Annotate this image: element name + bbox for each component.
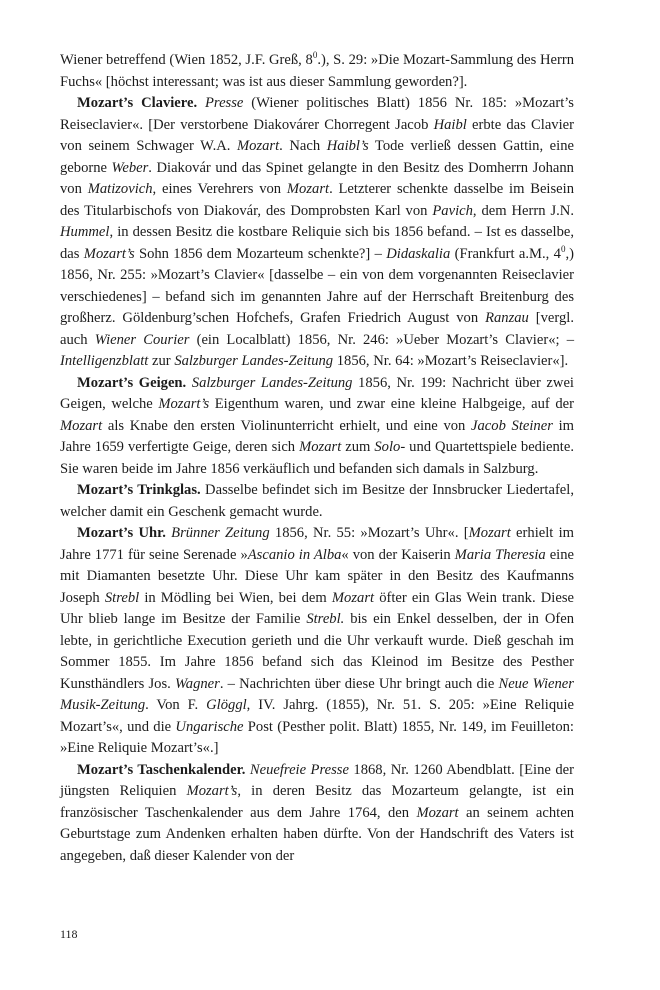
italic-text: Hummel (60, 224, 110, 240)
text-run: in Mödling bei Wien, bei dem (139, 589, 332, 606)
italic-text: Mozart (237, 138, 280, 154)
italic-text: Mozart (331, 589, 375, 606)
text-run: 1868, Nr. 1260 Abendblatt. [Eine der jüngsten Reliquien (60, 761, 574, 799)
italic-text: Haibl’s (326, 138, 369, 154)
text-run: , IV. Jahrg. (1855), Nr. 51. S. 205: »Eine Reliquie Mozart’s«, und die (60, 697, 574, 735)
paragraph-geigen (60, 373, 574, 481)
italic-text: Wagner (174, 675, 220, 692)
text-run (197, 95, 205, 111)
text-run: . Nach (279, 138, 327, 154)
text-run: erhielt im Jahre 1771 für seine Serenade » (60, 525, 574, 563)
text-run: , in dessen Besitz die kostbare Reliquie sich bis 1856 befand. – Ist es dasselbe, das (60, 224, 574, 262)
text-run: Wiener betreffend (Wien 1852, J.F. Greß, 8 (60, 52, 313, 68)
italic-text: Neue Wiener Musik-Zeitung (60, 675, 574, 713)
italic-text: Mozart (468, 525, 511, 541)
text-run: - und Quartettspiele bediente. Sie waren beide im Jahre 1856 verkäuflich und befanden sich damals in Salzburg. (60, 439, 574, 477)
text-run: im Jahre 1659 verfertigte Geige, deren sich (60, 417, 574, 455)
italic-text: Mozart’s (186, 783, 238, 799)
text-run: 1856, Nr. 64: »Mozart’s Reiseclavier«]. (333, 353, 569, 369)
entry-heading: Mozart’s Claviere. (77, 95, 198, 111)
italic-text: Salzburger Landes-Zeitung (174, 353, 334, 369)
italic-text: Strebl. (306, 611, 345, 627)
italic-text: Matizovich (87, 181, 153, 197)
text-run: Sohn 1856 dem Mozarteum schenkte?] – (134, 245, 387, 262)
paragraph-claviere (60, 93, 574, 373)
italic-text: Mozart (60, 417, 103, 434)
paragraph-uhr (60, 523, 574, 760)
text-run: , dem Herrn J.N. (472, 202, 574, 219)
text-run: Tode verließ dessen Gattin, eine geborne (60, 138, 574, 176)
text-run: « von der Kaiserin (341, 546, 455, 563)
italic-text: Glöggl (206, 697, 247, 713)
italic-text: Strebl (104, 589, 140, 606)
text-run: (Wiener politisches Blatt) 1856 Nr. 185: »Mozart’s Reiseclavier«. [Der verstorbene Diakovárer Chorregent Jacob (60, 95, 574, 133)
text-run: . Diakovár und das Spinet gelangte in den Besitz des Domherrn Johann von (60, 159, 574, 197)
entry-heading: Mozart’s Taschenkalender. (77, 761, 246, 778)
italic-text: Weber (111, 159, 149, 176)
entry-heading: Mozart’s Geigen. (77, 374, 187, 391)
italic-text: Mozart (286, 181, 330, 197)
italic-text: Jacob Steiner (471, 417, 553, 434)
italic-text: Haibl (433, 116, 467, 133)
text-run: eine mit Diamanten besetzte Uhr. Diese Uhr kam später in den Besitz des Kaufmanns Joseph (60, 546, 575, 606)
page-body (60, 50, 574, 867)
entry-heading: Mozart’s Trinkglas. (77, 482, 201, 498)
text-run: Eigenthum waren, und zwar eine kleine Halbgeige, auf der (209, 396, 574, 412)
italic-text: Neuefreie Presse (249, 761, 349, 778)
text-run: [vergl. auch (60, 310, 574, 348)
text-run: als Knabe den ersten Violinunterricht erhielt, und eine von (102, 417, 472, 434)
italic-text: Mozart (299, 439, 342, 455)
text-run: 1856, Nr. 199: Nachricht über zwei Geigen, welche (60, 374, 574, 412)
text-run: bis ein Enkel desselben, der in Ofen lebte, in gerichtliche Execution gerieth und die Uhr verkauft wurde. Dieß geschah im Sommer 1855. Im Jahre 1856 befand sich das Kleinod im Besitze des Pesther Kunsthändlers Jos. (60, 611, 574, 692)
italic-text: Presse (205, 95, 244, 111)
text-run: Dasselbe befindet sich im Besitze der Innsbrucker Liedertafel, welcher damit ein Geschenk gemacht wurde. (60, 482, 574, 520)
paragraph-trinkglas (60, 480, 574, 523)
paragraph-intro (60, 50, 574, 93)
text-run: , in deren Besitz das Mozarteum gelangte, ist ein französischer Taschenkalender aus dem Jahre 1764, den (60, 783, 574, 821)
italic-text: Pavich (432, 202, 473, 219)
italic-text: Brünner Zeitung (171, 525, 270, 541)
italic-text: Maria Theresia (454, 546, 546, 563)
italic-text: Mozart (416, 804, 459, 821)
text-run: 1856, Nr. 55: »Mozart’s Uhr«. [ (269, 525, 469, 541)
italic-text: Solo (374, 439, 401, 455)
paragraph-taschenkalender (60, 760, 574, 868)
text-run: . Letzterer schenkte dasselbe im Beisein des Titularbischofs von Diakovár, des Domprobsten Karl von (60, 181, 574, 219)
italic-text: Mozart’s (158, 396, 210, 412)
page-number: 118 (60, 927, 78, 941)
text-run: . Von F. (145, 697, 207, 713)
italic-text: Didaskalia (386, 245, 451, 262)
text-run: Post (Pesther polit. Blatt) 1855, Nr. 149, im Feuilleton: »Eine Reliquie Mozart’s«.] (60, 718, 574, 756)
text-run: erbte das Clavier von seinem Schwager W.A. (60, 116, 574, 154)
superscript: 0 (560, 243, 566, 254)
text-run: ,) 1856, Nr. 255: »Mozart’s Clavier« [dasselbe – ein von dem vorgenannten Reiseclavier verschiedenes] – befand sich im genannten Jahre auf der Herrschaft Breitenburg des großherz. Göldenburg’schen Hofchefs, Grafen Friedrich August von (60, 245, 574, 326)
text-run: , eines Verehrers von (152, 181, 287, 197)
text-run: .), S. 29: »Die Mozart-Sammlung des Herrn Fuchs« [höchst interessant; was ist aus dieser Sammlung geworden?]. (60, 52, 575, 90)
italic-text: Salzburger Landes-Zeitung (191, 374, 353, 391)
text-run: (ein Localblatt) 1856, Nr. 246: »Ueber Mozart’s Clavier«; – (189, 331, 574, 348)
text-run: . – Nachrichten über diese Uhr bringt auch die (219, 675, 499, 692)
text-run: (Frankfurt a.M., 4 (450, 245, 561, 262)
text-run: zum (341, 439, 375, 455)
text-run: öfter ein Glas Wein trank. Diese Uhr blieb lange im Besitze der Familie (60, 589, 574, 627)
italic-text: Ungarische (175, 718, 244, 735)
text-run: zur (148, 353, 175, 369)
text-run: an seinem achten Geburtstage zum Andenken erhalten haben dürfte. Von der Handschrift des Vaters ist angegeben, daß dieser Kalender von der (60, 804, 574, 864)
italic-text: Mozart’s (83, 245, 135, 262)
italic-text: Intelligenzblatt (60, 353, 149, 369)
entry-heading: Mozart’s Uhr. (77, 525, 166, 541)
italic-text: Wiener Courier (94, 331, 190, 348)
italic-text: Ascanio in Alba (247, 546, 342, 563)
italic-text: Ranzau (485, 310, 529, 326)
superscript: 0 (312, 50, 318, 61)
